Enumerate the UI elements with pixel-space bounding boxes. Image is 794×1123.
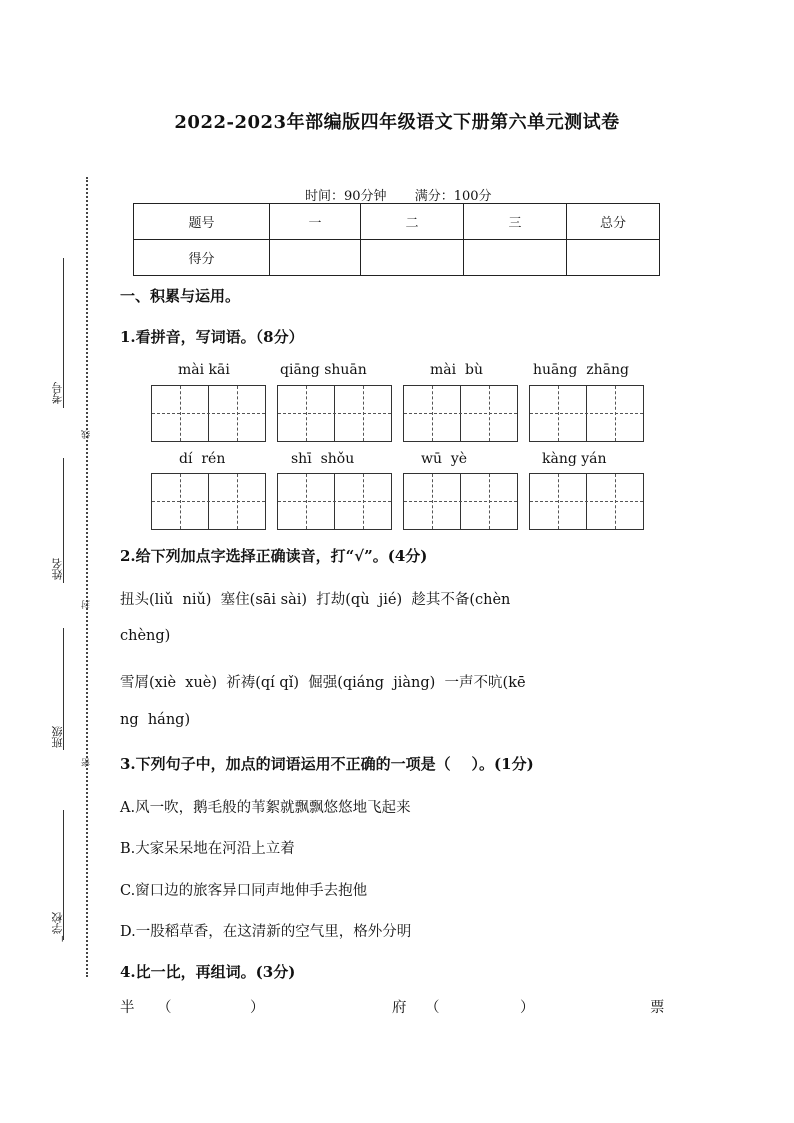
score-cell[interactable] [567,240,660,276]
binding-dotted-line [86,177,88,977]
question-2-line: 扭头(liǔ niǔ) 塞住(sāi sài) 打劫(qù jié) 趁其不备(chèn [120,592,511,608]
paren-open: （ [425,1000,440,1016]
binding-mark-line: 线 [82,430,92,439]
score-header-cell: 二 [361,204,464,240]
question-2-line: chèng) [120,628,171,644]
compare-char: 票 [650,1000,665,1016]
exam-full-score: 满分：100分 [414,189,492,204]
question-3-option-c: C.窗口边的旅客异口同声地伸手去抱他 [120,883,368,899]
pinyin-label: kàng yán [542,451,607,467]
writing-grid[interactable] [151,385,266,442]
writing-grid[interactable] [403,473,518,530]
score-header-cell: 总分 [567,204,660,240]
page-title: 2022-2023年部编版四年级语文下册第六单元测试卷 [174,112,620,133]
compare-char: 半 [120,1000,135,1016]
pinyin-label: qiāng shuān [280,362,367,378]
exam-meta [305,185,516,204]
question-4-title: 4.比一比，再组词。(3分) [120,963,296,981]
score-row-label: 得分 [134,240,270,276]
writing-grid[interactable] [277,473,392,530]
score-header-cell: 三 [464,204,567,240]
question-3-option-d: D.一股稻草香，在这清新的空气里，格外分明 [120,924,412,940]
section-heading: 一、积累与运用。 [120,287,241,305]
pinyin-label: wū yè [421,451,468,467]
question-3-option-a: A.风一吹，鹅毛般的苇絮就飘飘悠悠地飞起来 [120,800,411,816]
question-2-line: ng háng) [120,712,191,728]
writing-grid[interactable] [529,385,644,442]
exam-time: 时间：90分钟 [305,189,387,204]
score-cell[interactable] [270,240,361,276]
school-underscore: _ [50,936,63,942]
score-header-cell: 一 [270,204,361,240]
pinyin-label: mài bù [430,362,483,378]
paren-close: ） [250,1000,265,1016]
writing-grid[interactable] [529,473,644,530]
pinyin-label: dí rén [179,451,226,467]
writing-grid[interactable] [151,473,266,530]
compare-char: 府 [392,1000,407,1016]
score-table-score-row [134,240,660,276]
binding-mark-secret: 密 [82,758,92,767]
paren-open: （ [157,1000,172,1016]
question-3-title: 3.下列句子中，加点的词语运用不正确的一项是（ ）。(1分) [120,755,534,773]
exam-number-label: 考号 [51,382,64,404]
score-table [133,203,660,276]
paren-close: ） [520,1000,535,1016]
score-table-header-row [134,204,660,240]
question-1-title: 1.看拼音，写词语。（8分） [120,328,304,346]
writing-grid[interactable] [277,385,392,442]
pinyin-label: mài kāi [178,362,230,378]
score-header-cell: 题号 [134,204,270,240]
score-cell[interactable] [361,240,464,276]
question-2-line: 雪屑(xiè xuè) 祈祷(qí qǐ) 倔强(qiáng jiàng) 一声不吭(kē [120,675,526,691]
name-label: 姓名 [51,558,64,580]
binding-mark-seal: 封 [82,600,92,609]
question-3-option-b: B.大家呆呆地在河沿上立着 [120,841,295,857]
writing-grid[interactable] [403,385,518,442]
class-label: 班级 [51,726,64,748]
pinyin-label: huāng zhāng [533,362,629,378]
pinyin-label: shī shǒu [291,451,355,467]
score-cell[interactable] [464,240,567,276]
school-label: 学校 [51,912,64,934]
question-2-title: 2.给下列加点字选择正确读音，打“√”。(4分) [120,547,428,565]
